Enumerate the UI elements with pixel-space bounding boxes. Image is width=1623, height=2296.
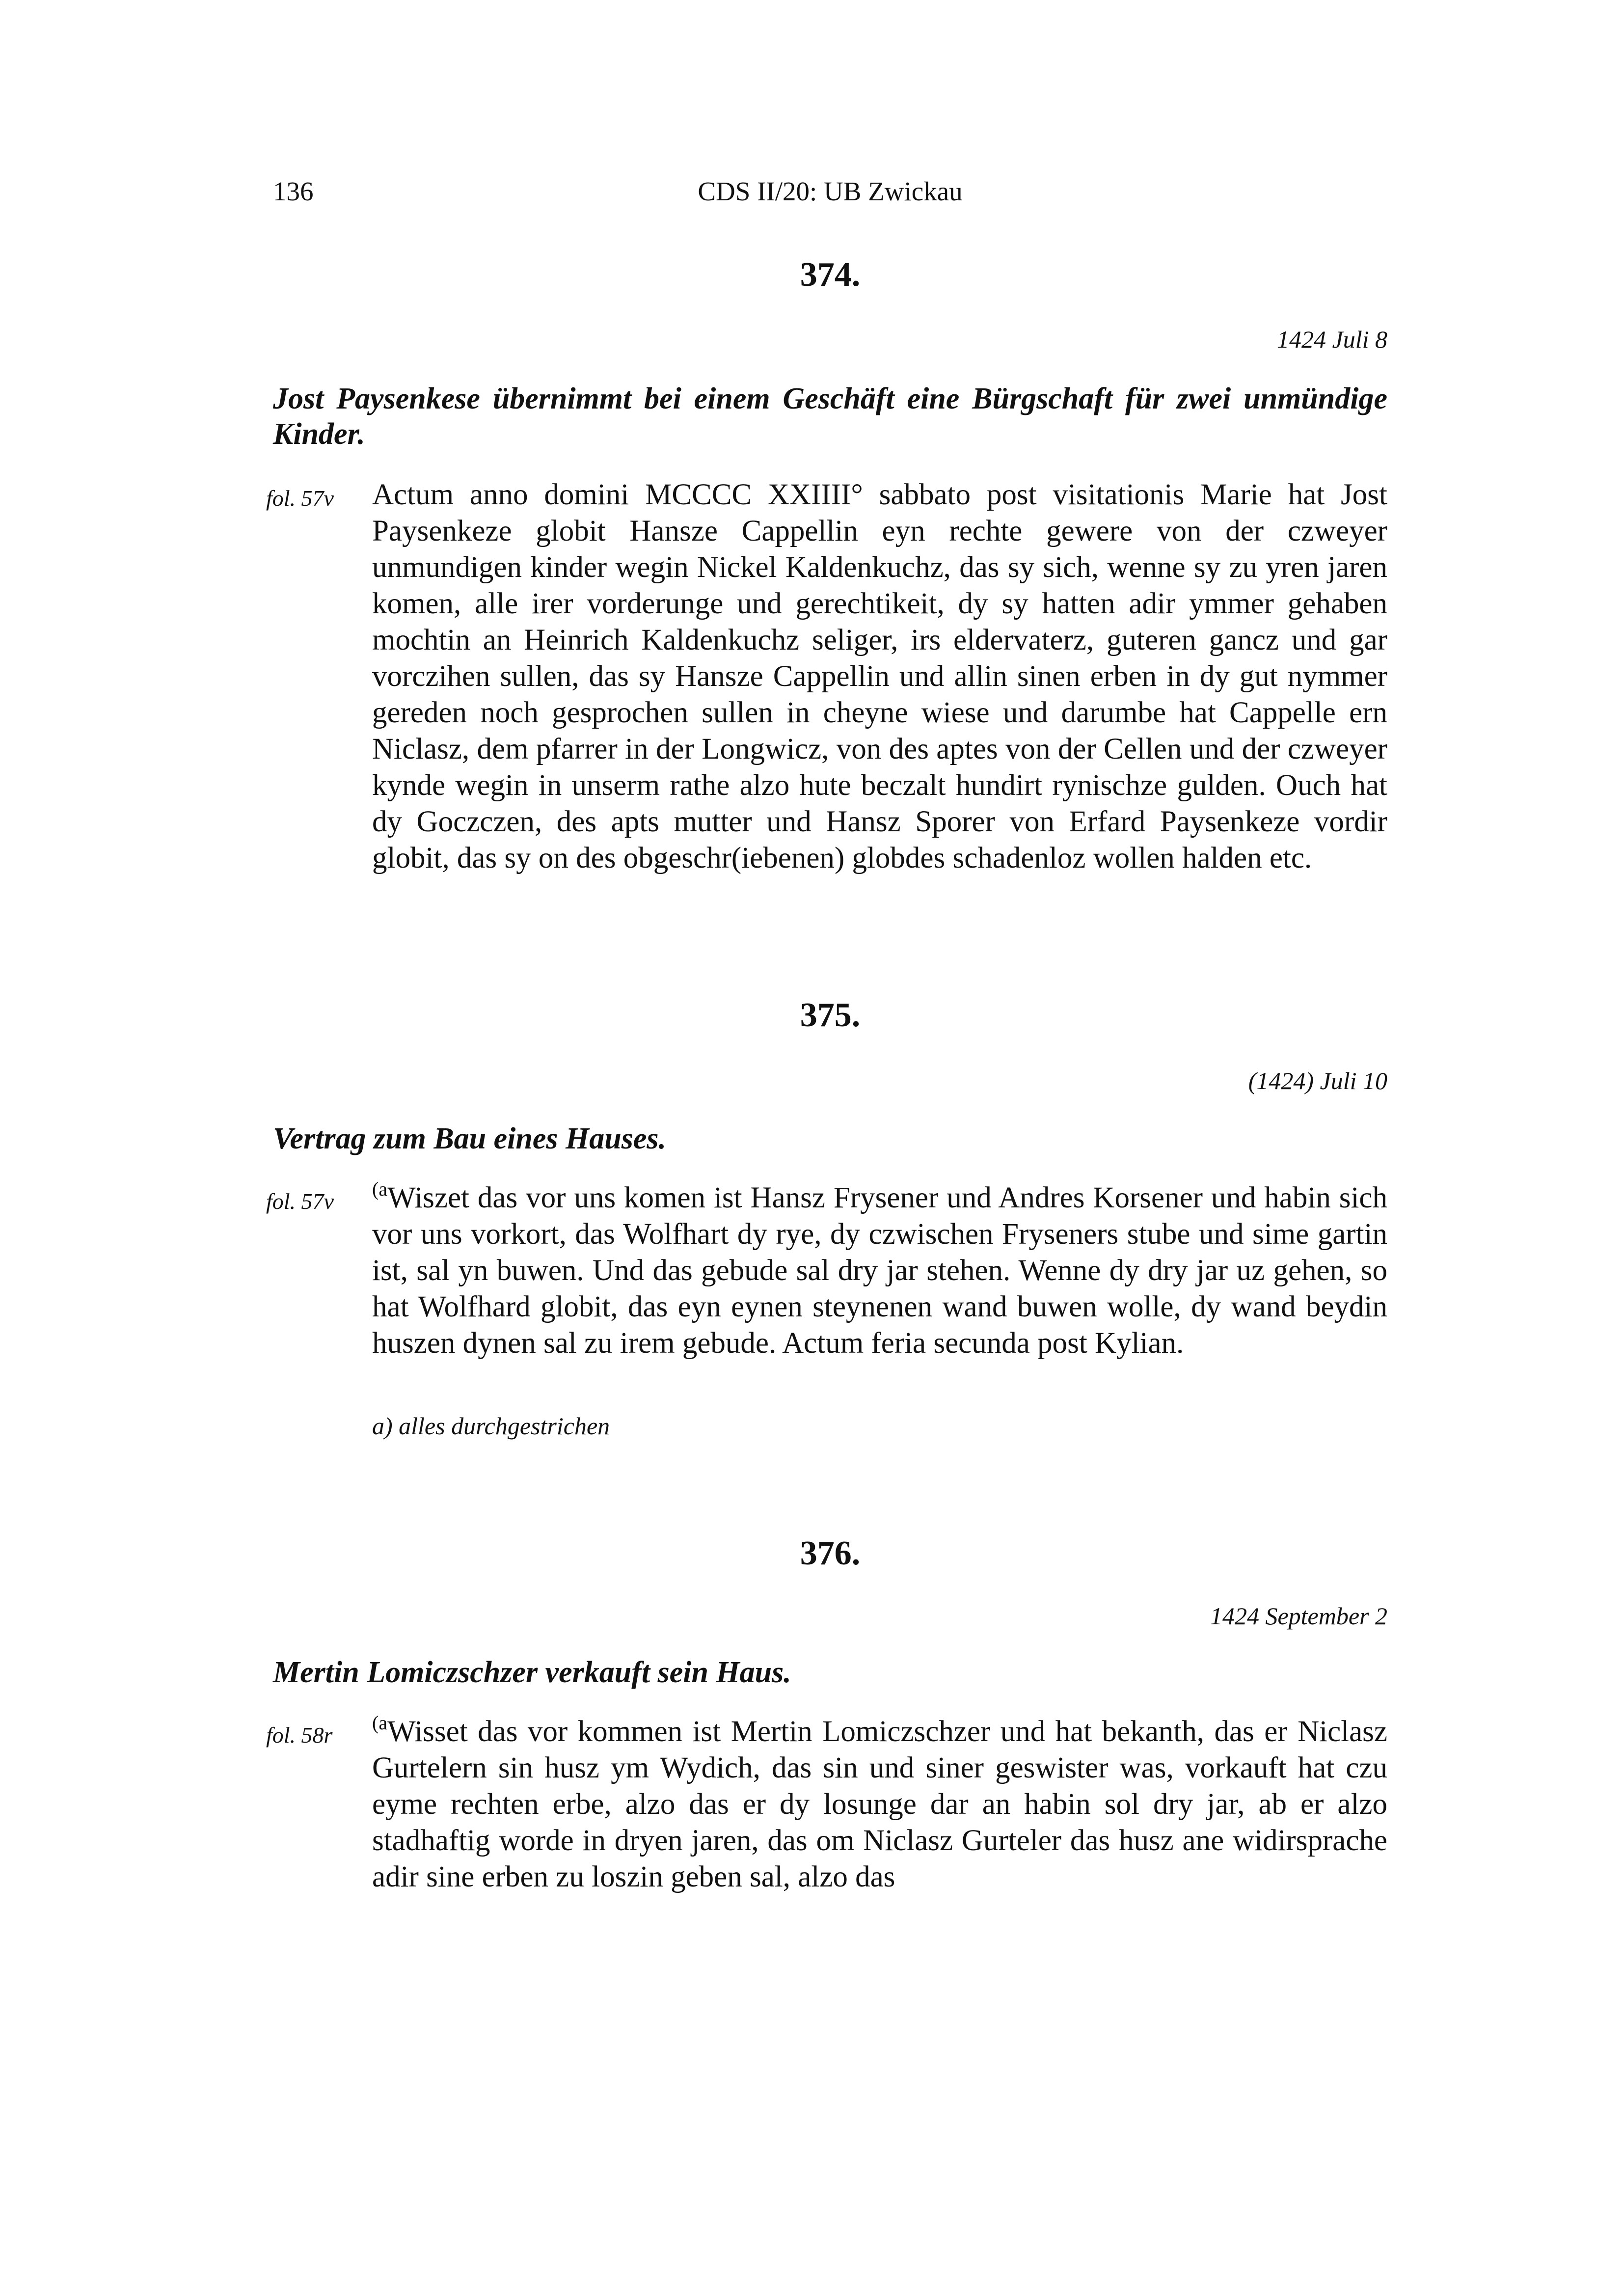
footnote: a) alles durchgestrichen xyxy=(372,1412,610,1440)
entry-number: 376. xyxy=(800,1534,861,1572)
entry-body-text: Wiszet das vor uns komen ist Hansz Frysener und Andres Korsener und habin sich vor uns vorkort, das Wolfhart dy rye, dy czwischen Fryseners stube und sime gartin ist, sal yn buwen. Und das gebude sal dry jar stehen. Wenne dy dry jar uz gehen, so hat Wolfhard globit, das eyn eynen steynenen wand buwen wolle, dy wand beydin huszen dynen sal zu irem gebude. Actum feria secunda post Kylian. xyxy=(372,1181,1387,1360)
entry-body xyxy=(372,477,1387,876)
footnote-mark: (a xyxy=(372,1178,388,1200)
entry-body xyxy=(372,1714,1387,1895)
running-title: CDS II/20: UB Zwickau xyxy=(698,176,963,206)
entry-date: (1424) Juli 10 xyxy=(1248,1067,1387,1094)
entry-title: Mertin Lomiczschzer verkauft sein Haus. xyxy=(273,1656,791,1689)
entry-body xyxy=(372,1180,1387,1362)
entry-body-text: Wisset das vor kommen ist Mertin Lomiczschzer und hat bekanth, das er Niclasz Gurtelern sin husz ym Wydich, das sin und siner geswister was, vorkauft hat czu eyme rechten erbe, alzo das er dy losunge dar an habin sol dry jar, ab er alzo stadhaftig worde in dryen jaren, das om Niclasz Gurteler das husz ane widirsprache adir sine erben zu loszin geben sal, alzo das xyxy=(372,1715,1387,1893)
entry-date: 1424 September 2 xyxy=(1210,1602,1387,1630)
entry-body-text: Actum anno domini MCCCC XXIIII° sabbato post visitationis Marie hat Jost Paysenkeze globit Hansze Cappellin eyn rechte gewere von der czweyer unmundigen kinder wegin Nickel Kaldenkuchz, das sy sich, wenne sy zu yren jaren komen, alle irer vorderunge und gerechtikeit, dy sy hatten adir ymmer gehaben mochtin an Heinrich Kaldenkuchz seliger, irs eldervaterz, guteren gancz und gar vorczihen sullen, das sy Hansze Cappellin und allin sinen erben in dy gut nymmer gereden noch gesprochen sullen in cheyne wiese und darumbe hat Cappelle ern Niclasz, dem pfarrer in der Longwicz, von des aptes von der Cellen und der czweyer kynde wegin in unserm rathe alzo hute beczalt hundirt rynischze gulden. Ouch hat dy Goczczen, des apts mutter und Hansz Sporer von Erfard Paysenkeze vordir globit, das sy on des obgeschr(iebenen) globdes schadenloz wollen halden etc. xyxy=(372,478,1387,875)
running-head xyxy=(273,176,1387,210)
page-number: 136 xyxy=(273,176,314,206)
entry-number: 375. xyxy=(800,996,861,1034)
entry-title: Jost Paysenkese übernimmt bei einem Geschäft eine Bürgschaft für zwei unmündige Kinder. xyxy=(273,382,1387,451)
folio-reference: fol. 57v xyxy=(266,1189,334,1214)
entry-date: 1424 Juli 8 xyxy=(1277,326,1387,353)
folio-reference: fol. 58r xyxy=(266,1722,333,1748)
entry-number: 374. xyxy=(800,256,861,294)
folio-reference: fol. 57v xyxy=(266,486,334,511)
footnote-mark: (a xyxy=(372,1712,388,1734)
entry-title: Vertrag zum Bau eines Hauses. xyxy=(273,1122,667,1155)
